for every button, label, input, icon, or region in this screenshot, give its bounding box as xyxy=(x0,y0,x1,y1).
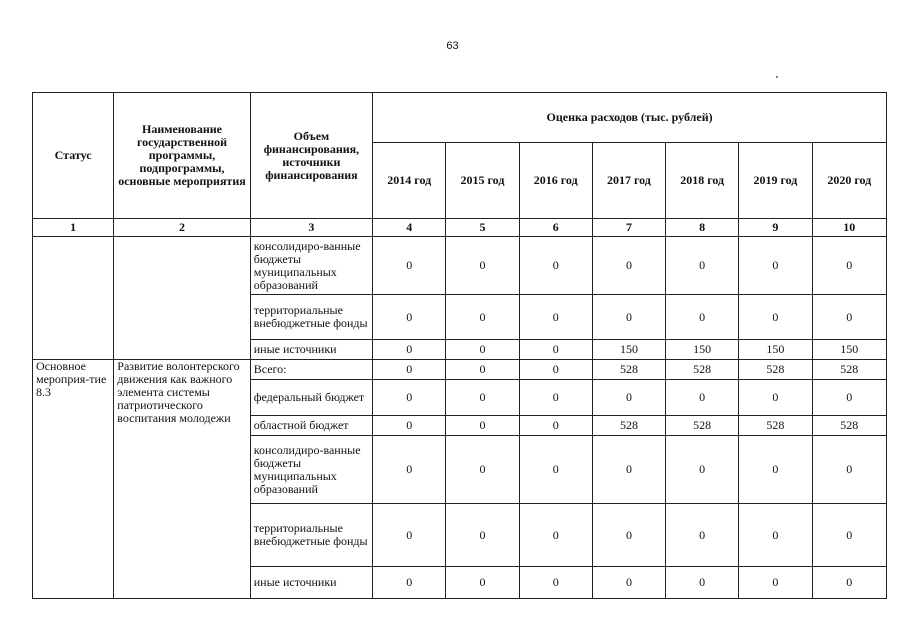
value-cell: 0 xyxy=(519,237,592,295)
value-cell: 528 xyxy=(739,416,812,436)
value-cell: 0 xyxy=(812,567,886,599)
value-cell: 0 xyxy=(739,237,812,295)
value-cell: 0 xyxy=(519,380,592,416)
source-cell: консолидиро-ванные бюджеты муниципальных образований xyxy=(250,237,372,295)
source-cell: областной бюджет xyxy=(250,416,372,436)
source-cell: территориальные внебюджетные фонды xyxy=(250,295,372,340)
index-cell: 5 xyxy=(446,219,519,237)
year-2018: 2018 год xyxy=(666,143,739,219)
header-status: Статус xyxy=(33,93,114,219)
value-cell: 0 xyxy=(592,295,665,340)
value-cell: 0 xyxy=(812,380,886,416)
value-cell: 0 xyxy=(519,416,592,436)
value-cell: 0 xyxy=(812,295,886,340)
value-cell: 0 xyxy=(739,295,812,340)
value-cell: 528 xyxy=(592,416,665,436)
value-cell: 0 xyxy=(446,237,519,295)
value-cell: 0 xyxy=(446,295,519,340)
value-cell: 0 xyxy=(446,340,519,360)
value-cell: 0 xyxy=(519,340,592,360)
value-cell: 0 xyxy=(739,567,812,599)
activity-status: Основное мероприя-тие 8.3 xyxy=(33,360,114,599)
value-cell: 0 xyxy=(666,567,739,599)
value-cell: 0 xyxy=(373,380,446,416)
year-2014: 2014 год xyxy=(373,143,446,219)
value-cell: 0 xyxy=(592,436,665,504)
index-cell: 10 xyxy=(812,219,886,237)
index-cell: 2 xyxy=(114,219,250,237)
value-cell: 0 xyxy=(373,504,446,567)
value-cell: 0 xyxy=(373,340,446,360)
value-cell: 0 xyxy=(446,416,519,436)
value-cell: 150 xyxy=(812,340,886,360)
source-cell: консолидиро-ванные бюджеты муниципальных образований xyxy=(250,436,372,504)
value-cell: 0 xyxy=(519,295,592,340)
value-cell: 0 xyxy=(592,380,665,416)
value-cell: 0 xyxy=(592,567,665,599)
value-cell: 150 xyxy=(739,340,812,360)
value-cell: 0 xyxy=(592,504,665,567)
activity-name: Развитие волонтерского движения как важного элемента системы патриотического воспитания молодежи xyxy=(114,360,250,599)
value-cell: 0 xyxy=(519,360,592,380)
source-cell: территориальные внебюджетные фонды xyxy=(250,504,372,567)
source-cell: Всего: xyxy=(250,360,372,380)
value-cell: 0 xyxy=(446,567,519,599)
value-cell: 0 xyxy=(739,504,812,567)
value-cell: 528 xyxy=(812,416,886,436)
budget-table xyxy=(32,92,887,599)
index-cell: 4 xyxy=(373,219,446,237)
value-cell: 0 xyxy=(739,436,812,504)
value-cell: 528 xyxy=(592,360,665,380)
value-cell: 0 xyxy=(592,237,665,295)
value-cell: 528 xyxy=(666,416,739,436)
index-cell: 3 xyxy=(250,219,372,237)
year-2020: 2020 год xyxy=(812,143,886,219)
value-cell: 0 xyxy=(373,416,446,436)
year-2019: 2019 год xyxy=(739,143,812,219)
value-cell: 528 xyxy=(812,360,886,380)
value-cell: 0 xyxy=(812,237,886,295)
page-number: 63 xyxy=(446,40,459,52)
value-cell: 528 xyxy=(739,360,812,380)
index-cell: 6 xyxy=(519,219,592,237)
name-cell-empty xyxy=(114,237,250,360)
source-cell: иные источники xyxy=(250,340,372,360)
source-cell: иные источники xyxy=(250,567,372,599)
value-cell: 0 xyxy=(446,504,519,567)
year-2015: 2015 год xyxy=(446,143,519,219)
value-cell: 0 xyxy=(446,380,519,416)
header-volume: Объем финансирования, источники финансирования xyxy=(250,93,372,219)
value-cell: 0 xyxy=(373,567,446,599)
year-2017: 2017 год xyxy=(592,143,665,219)
value-cell: 0 xyxy=(373,360,446,380)
value-cell: 0 xyxy=(666,380,739,416)
value-cell: 0 xyxy=(373,237,446,295)
index-cell: 1 xyxy=(33,219,114,237)
value-cell: 528 xyxy=(666,360,739,380)
value-cell: 0 xyxy=(519,567,592,599)
value-cell: 0 xyxy=(666,436,739,504)
value-cell: 0 xyxy=(666,237,739,295)
value-cell: 0 xyxy=(666,504,739,567)
value-cell: 0 xyxy=(812,504,886,567)
value-cell: 0 xyxy=(519,436,592,504)
value-cell: 150 xyxy=(592,340,665,360)
status-cell-empty xyxy=(33,237,114,360)
value-cell: 150 xyxy=(666,340,739,360)
value-cell: 0 xyxy=(373,436,446,504)
value-cell: 0 xyxy=(446,360,519,380)
header-name: Наименование государственной программы, подпрограммы, основные мероприятия xyxy=(114,93,250,219)
value-cell: 0 xyxy=(812,436,886,504)
year-2016: 2016 год xyxy=(519,143,592,219)
value-cell: 0 xyxy=(666,295,739,340)
index-cell: 7 xyxy=(592,219,665,237)
index-cell: 9 xyxy=(739,219,812,237)
scan-dot xyxy=(776,76,778,78)
header-estimate: Оценка расходов (тыс. рублей) xyxy=(373,93,887,143)
value-cell: 0 xyxy=(446,436,519,504)
value-cell: 0 xyxy=(739,380,812,416)
value-cell: 0 xyxy=(519,504,592,567)
source-cell: федеральный бюджет xyxy=(250,380,372,416)
index-cell: 8 xyxy=(666,219,739,237)
value-cell: 0 xyxy=(373,295,446,340)
